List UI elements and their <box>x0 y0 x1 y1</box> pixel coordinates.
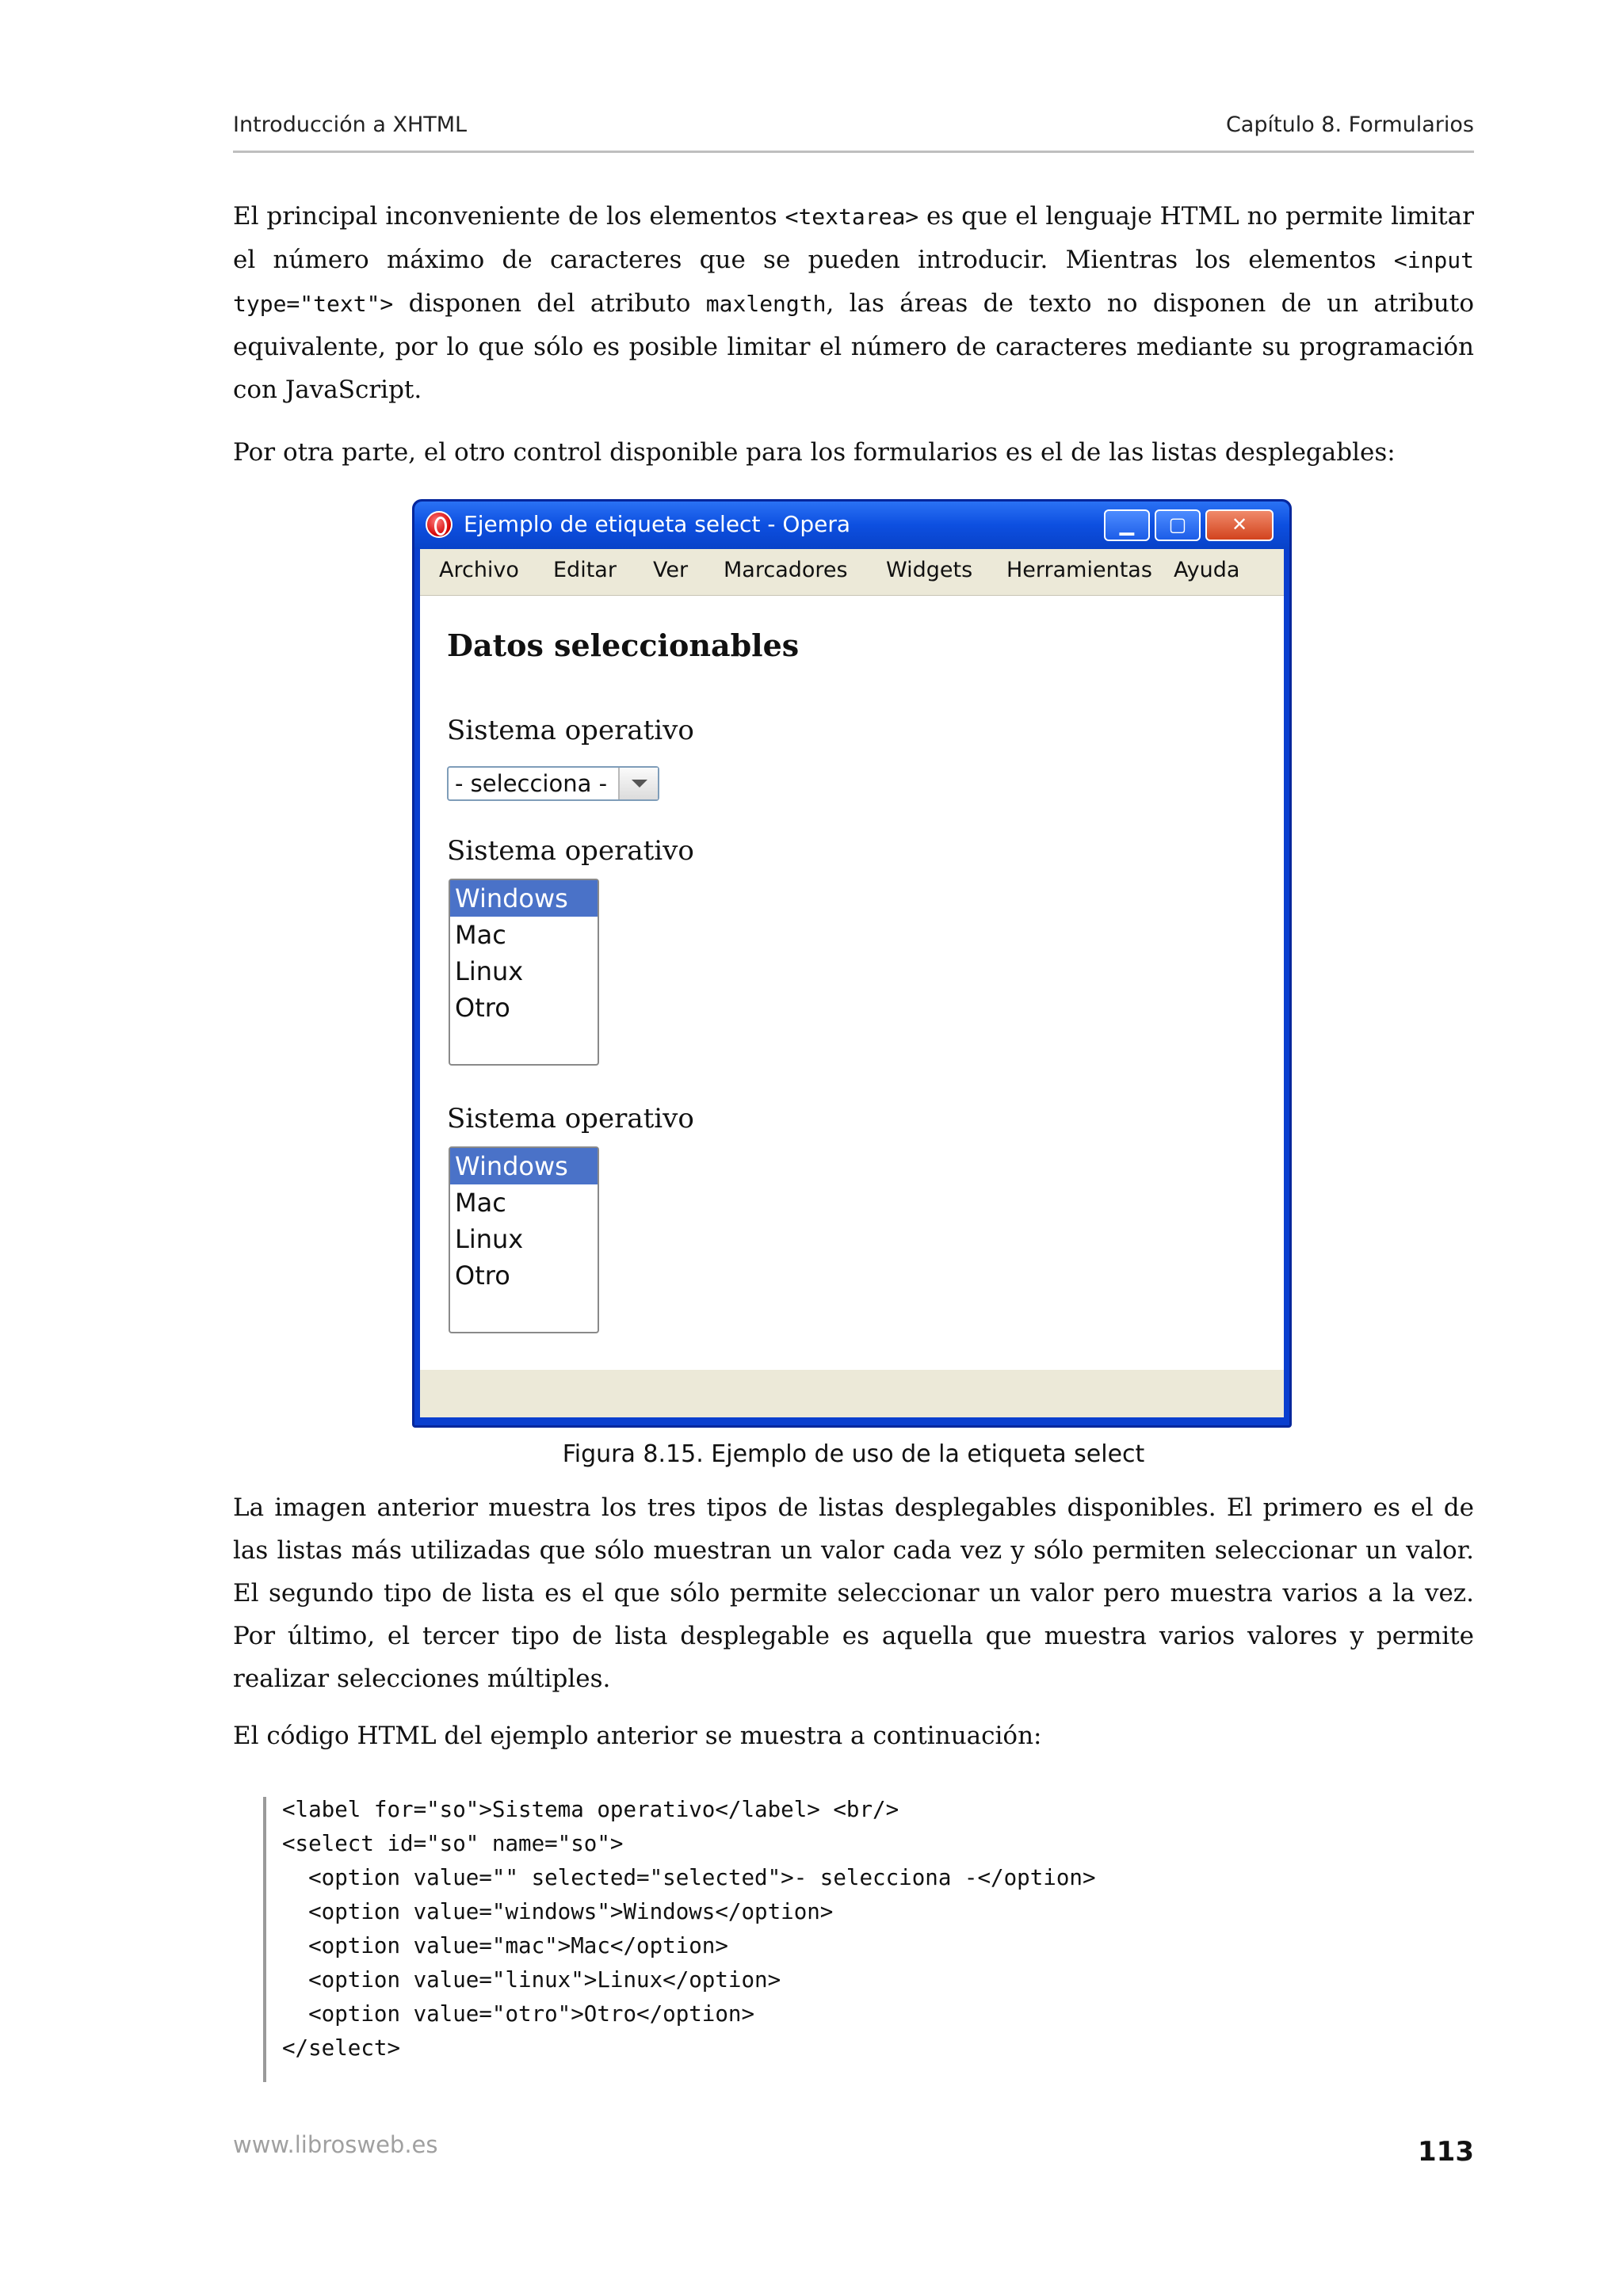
text-run: , las áreas de texto no disponen de un atributo equivalente, por lo que sólo es posible limitar el número de caracteres mediante su programación con JavaScript. <box>233 289 1474 404</box>
dropdown-value: - selecciona - <box>455 770 608 797</box>
minimize-button[interactable]: ▁ <box>1104 509 1150 541</box>
code-line: <option value="mac">Mac</option> <box>282 1933 728 1958</box>
code-line: <option value="windows">Windows</option> <box>282 1899 834 1924</box>
menu-ver[interactable]: Ver <box>653 558 689 582</box>
paragraph-code-intro: El código HTML del ejemplo anterior se muestra a continuación: <box>233 1722 1042 1750</box>
code-line: <option value="" selected="selected">- selecciona -</option> <box>282 1865 1096 1890</box>
code-line: </select> <box>282 2035 401 2061</box>
option-windows[interactable]: Windows <box>450 880 598 917</box>
header-chapter-title: Capítulo 8. Formularios <box>1225 113 1474 137</box>
close-button[interactable]: ✕ <box>1205 509 1274 541</box>
code-line: <option value="linux">Linux</option> <box>282 1967 781 1993</box>
menu-editar[interactable]: Editar <box>553 558 617 582</box>
paragraph-three-types: La imagen anterior muestra los tres tipos de listas desplegables disponibles. El primero es el de las listas más utilizadas que sólo muestran un valor cada vez y sólo permiten seleccionar un valor. El segundo tipo de lista es el que sólo permite seleccionar un valor pero muestra varios a la vez. Por último, el tercer tipo de lista desplegable es aquella que muestra varios valores y permite realizar selecciones múltiples. <box>233 1493 1474 1693</box>
code-listing <box>263 1797 1376 2082</box>
footer-site: www.librosweb.es <box>233 2131 438 2158</box>
header-book-title: Introducción a XHTML <box>233 113 468 137</box>
paragraph-intro-select: Por otra parte, el otro control disponible para los formularios es el de las listas desplegables: <box>233 438 1396 467</box>
maximize-button[interactable]: ▢ <box>1155 509 1201 541</box>
label-sistema-operativo-2: Sistema operativo <box>447 835 694 867</box>
select-dropdown[interactable] <box>447 766 659 801</box>
page-number: 113 <box>1418 2136 1474 2168</box>
menu-ayuda[interactable]: Ayuda <box>1174 558 1240 582</box>
window-title: Ejemplo de etiqueta select - Opera <box>464 511 851 537</box>
option-linux[interactable]: Linux <box>455 956 524 986</box>
inline-code: <textarea> <box>785 204 919 230</box>
label-sistema-operativo-1: Sistema operativo <box>447 715 694 746</box>
page-content <box>420 596 1284 1370</box>
dropdown-arrow-icon[interactable] <box>618 768 658 799</box>
option-windows[interactable]: Windows <box>450 1148 598 1184</box>
menu-marcadores[interactable]: Marcadores <box>724 558 848 582</box>
text-run: disponen del atributo <box>393 289 706 318</box>
inline-code: maxlength <box>705 291 827 317</box>
code-line: <label for="so">Sistema operativo</label> <br/> <box>282 1797 899 1822</box>
menu-bar <box>420 549 1284 596</box>
option-otro[interactable]: Otro <box>455 1261 510 1291</box>
select-listbox-single[interactable] <box>449 879 599 1066</box>
window-titlebar <box>414 502 1289 549</box>
option-linux[interactable]: Linux <box>455 1224 524 1254</box>
menu-widgets[interactable]: Widgets <box>886 558 973 582</box>
code-line: <option value="otro">Otro</option> <box>282 2001 755 2027</box>
figure-caption: Figura 8.15. Ejemplo de uso de la etiqueta select <box>562 1440 1145 1468</box>
text-run: es que el lenguaje HTML no permite limitar el número máximo de caracteres que se pueden introducir. Mientras los elementos <box>233 202 1474 274</box>
inline-code: <input type="text"> <box>233 247 1474 317</box>
figure-opera-window <box>412 499 1292 1428</box>
status-bar <box>420 1370 1284 1417</box>
menu-herramientas[interactable]: Herramientas <box>1006 558 1152 582</box>
text-run: El principal inconveniente de los elementos <box>233 202 785 231</box>
option-otro[interactable]: Otro <box>455 993 510 1023</box>
running-header <box>233 113 1474 153</box>
opera-logo-icon <box>426 511 453 538</box>
select-listbox-multiple[interactable] <box>449 1146 599 1333</box>
option-mac[interactable]: Mac <box>455 920 506 950</box>
content-heading: Datos seleccionables <box>447 627 800 663</box>
menu-archivo[interactable]: Archivo <box>439 558 519 582</box>
label-sistema-operativo-3: Sistema operativo <box>447 1103 694 1135</box>
paragraph-textarea-limitation <box>233 195 1474 411</box>
option-mac[interactable]: Mac <box>455 1188 506 1218</box>
code-line: <select id="so" name="so"> <box>282 1831 624 1856</box>
